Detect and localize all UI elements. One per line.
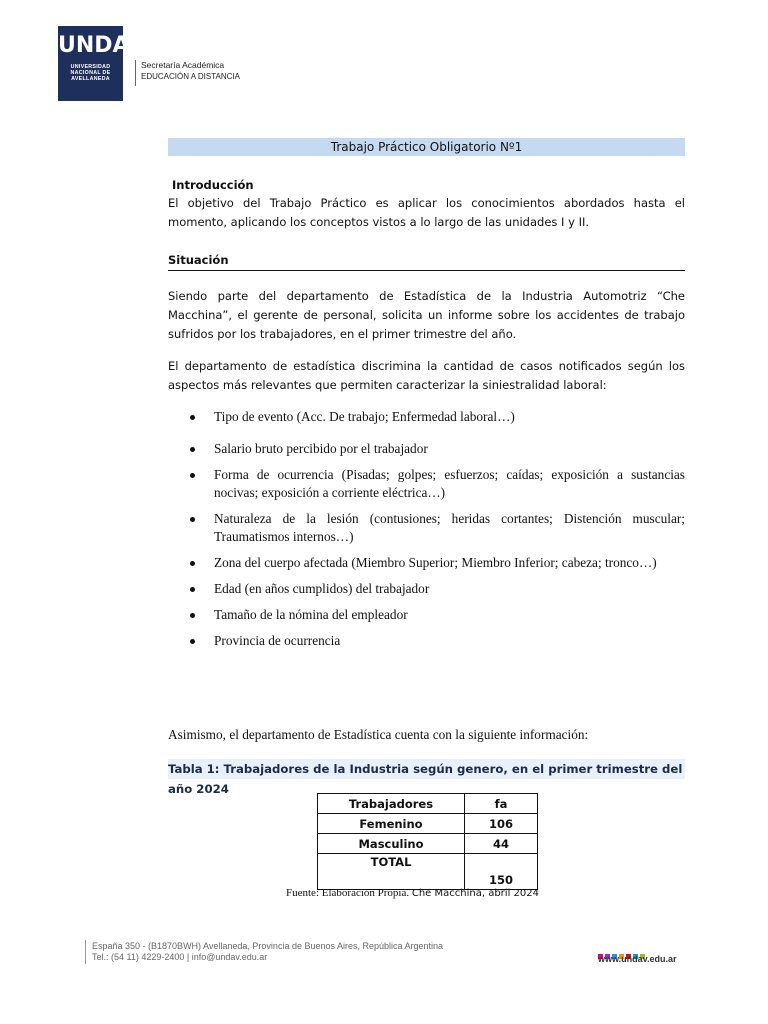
- asimismo-text: Asimismo, el departamento de Estadística cuenta con la siguiente información:: [168, 727, 589, 742]
- workers-table: [317, 793, 538, 890]
- bullet-icon: [190, 517, 195, 522]
- table-row: [318, 814, 538, 834]
- table-total-label: TOTAL: [318, 854, 465, 890]
- list-item: Provincia de ocurrencia: [168, 632, 685, 650]
- document-title: Trabajo Práctico Obligatorio Nº1: [168, 138, 685, 156]
- logo-line-3: AVELLANEDA: [71, 76, 110, 83]
- table-title: Tabla 1: Trabajadores de la Industria según genero, en el primer trimestre del año 2024: [168, 759, 685, 779]
- table-header-cell: Trabajadores: [318, 794, 465, 814]
- area-label: EDUCACIÓN A DISTANCIA: [141, 72, 240, 81]
- table-cell: 44: [465, 834, 538, 854]
- table-cell: Masculino: [318, 834, 465, 854]
- source-prefix: Fuente: Elaboración Propia.: [286, 887, 410, 899]
- logo-line-2: NACIONAL DE: [70, 70, 111, 77]
- logo-mark: UNDAV: [58, 33, 146, 58]
- list-item: Salario bruto percibido por el trabajador: [168, 440, 685, 458]
- footer-address-block: [92, 941, 443, 963]
- section-rule: [168, 270, 685, 271]
- list-item: Edad (en años cumplidos) del trabajador: [168, 580, 685, 598]
- bullet-icon: [190, 639, 195, 644]
- footer-divider: [85, 940, 86, 964]
- situacion-paragraph-2: El departamento de estadística discrimina la cantidad de casos notificados según los aspectos más relevantes que permiten caracterizar la siniestralidad laboral:: [168, 359, 685, 392]
- list-item: Tamaño de la nómina del empleador: [168, 606, 685, 624]
- source-suffix: Che Macchina, abril 2024: [411, 888, 539, 899]
- list-item: Forma de ocurrencia (Pisadas; golpes; esfuerzos; caídas; exposición a sustancias nocivas; exposición a corriente eléctrica…): [168, 466, 685, 502]
- table-total-value: 150: [465, 854, 538, 890]
- logo-university-name: [58, 64, 123, 83]
- aspects-list: [168, 408, 685, 658]
- table-header-row: [318, 794, 538, 814]
- bullet-icon: [190, 561, 195, 566]
- list-item: Zona del cuerpo afectada (Miembro Superior; Miembro Inferior; cabeza; tronco…): [168, 554, 685, 572]
- footer-website-link[interactable]: www.undav.edu.ar: [598, 954, 677, 964]
- intro-heading: Introducción: [172, 178, 254, 192]
- logo-line-1: UNIVERSIDAD: [70, 64, 111, 70]
- table-header-cell: fa: [465, 794, 538, 814]
- bullet-icon: [190, 587, 195, 592]
- list-item: Naturaleza de la lesión (contusiones; heridas cortantes; Distención muscular; Traumatismos internos…): [168, 510, 685, 546]
- situacion-paragraph-1: Siendo parte del departamento de Estadística de la Industria Automotriz “Che Macchina”, el gerente de personal, solicita un informe sobre los accidentes de trabajo sufridos por los trabajadores, en el primer trimestre del año.: [168, 289, 685, 341]
- header-divider: [135, 60, 136, 86]
- bullet-icon: [190, 473, 195, 478]
- list-item: Tipo de evento (Acc. De trabajo; Enfermedad laboral…): [168, 408, 685, 426]
- footer-address: España 350 - (B1870BWH) Avellaneda, Provincia de Buenos Aires, República Argentina: [92, 941, 444, 951]
- table-source: [286, 887, 539, 899]
- bullet-icon: [190, 613, 195, 618]
- table-cell: Femenino: [318, 814, 465, 834]
- undav-logo: [58, 26, 146, 101]
- bullet-icon: [190, 415, 195, 420]
- secretaria-label: Secretaría Académica: [141, 60, 225, 70]
- intro-paragraph: El objetivo del Trabajo Práctico es aplicar los conocimientos abordados hasta el momento, aplicando los conceptos vistos a lo largo de las unidades I y II.: [168, 196, 685, 229]
- situacion-heading: Situación: [168, 253, 229, 267]
- table-cell: 106: [465, 814, 538, 834]
- bullet-icon: [190, 447, 195, 452]
- footer-contact: Tel.: (54 11) 4229-2400 | info@undav.edu.ar: [92, 952, 268, 962]
- table-total-row: [318, 854, 538, 890]
- header-department: [141, 60, 240, 82]
- table-row: [318, 834, 538, 854]
